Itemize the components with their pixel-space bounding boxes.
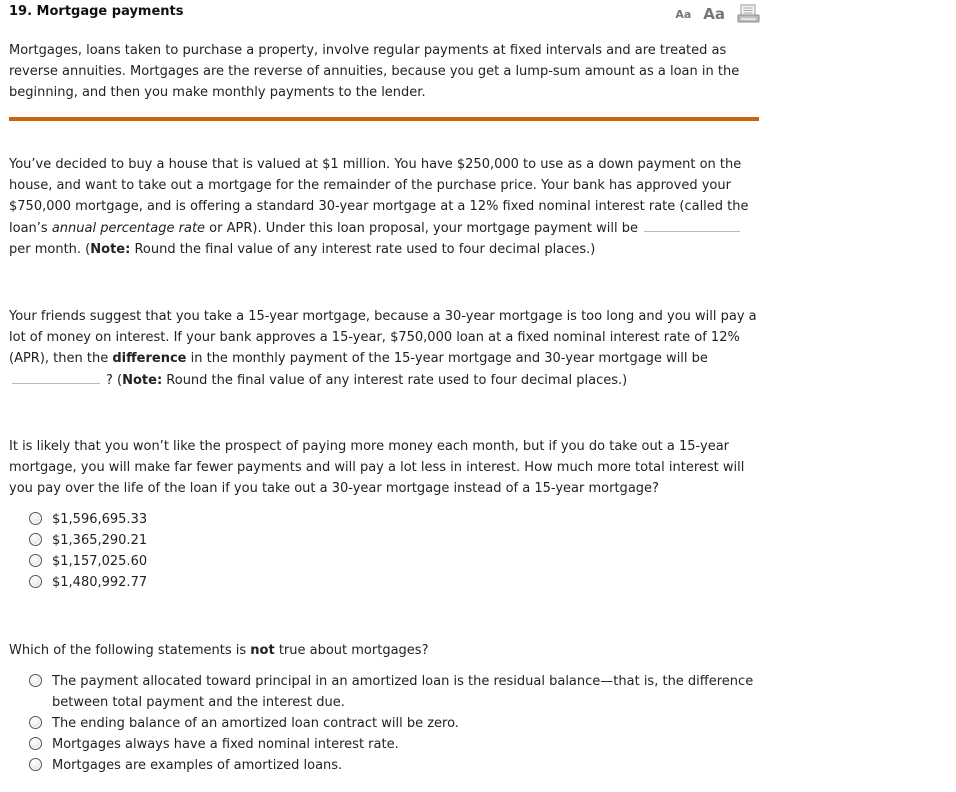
font-size-small-button[interactable]: Aa	[675, 7, 692, 21]
part4-question	[9, 640, 761, 661]
radio-button[interactable]	[29, 554, 42, 567]
part4-option[interactable]	[29, 713, 769, 734]
part2-note-label: Note:	[122, 373, 163, 388]
section-divider	[9, 117, 759, 121]
payment-difference-input[interactable]	[12, 369, 100, 384]
part4-options	[29, 671, 769, 776]
intro-paragraph: Mortgages, loans taken to purchase a property, involve regular payments at fixed intervals and are treated as reverse annuities. Mortgages are the reverse of annuities, because you get a lump-sum amount as a loan in the beginning, and then you make monthly payments to the lender.	[9, 43, 740, 100]
radio-button[interactable]	[29, 575, 42, 588]
radio-button[interactable]	[29, 737, 42, 750]
part4-option[interactable]	[29, 671, 769, 713]
part3-options	[29, 509, 769, 593]
radio-button[interactable]	[29, 533, 42, 546]
option-label: $1,480,992.77	[52, 575, 148, 590]
part1-paragraph	[9, 154, 761, 260]
part2-text-b: in the monthly payment of the 15-year mortgage and 30-year mortgage will be	[186, 351, 708, 366]
radio-button[interactable]	[29, 512, 42, 525]
option-label: $1,157,025.60	[52, 554, 148, 569]
option-label: $1,365,290.21	[52, 533, 148, 548]
part1-text-a: You’ve decided to buy a house that is valued at $1 million. You have $250,000 to use as a down payment on the house, and want to take out a mortgage for the remainder of the purchase price. Your bank has approved your $750,000 mortgage, and is offering a standard 30-year mortgage at a 12% fixed nominal interest rate (called the loan’s	[9, 157, 749, 236]
part3-option[interactable]	[29, 572, 769, 593]
part1-term: annual percentage rate	[51, 221, 206, 236]
font-size-large-button[interactable]: Aa	[703, 5, 725, 23]
question-header	[9, 4, 761, 24]
question-title: 19. Mortgage payments	[9, 4, 184, 19]
part2-bold-term: difference	[112, 351, 187, 366]
radio-button[interactable]	[29, 758, 42, 771]
option-label: Mortgages always have a fixed nominal interest rate.	[52, 737, 399, 752]
option-label: Mortgages are examples of amortized loans.	[52, 758, 343, 773]
option-label: The payment allocated toward principal in an amortized loan is the residual balance—that is, the difference between total payment and the interest due.	[52, 674, 754, 710]
part4-text-a: Which of the following statements is	[9, 643, 251, 658]
part3-option[interactable]	[29, 551, 769, 572]
option-label: $1,596,695.33	[52, 512, 148, 527]
radio-button[interactable]	[29, 716, 42, 729]
part4-option[interactable]	[29, 755, 769, 776]
part3-option[interactable]	[29, 530, 769, 551]
print-icon[interactable]	[737, 4, 761, 24]
monthly-payment-30yr-input[interactable]	[644, 217, 740, 232]
part2-paragraph	[9, 306, 761, 391]
radio-button[interactable]	[29, 674, 42, 687]
part1-note-text: Round the final value of any interest rate used to four decimal places.)	[130, 242, 596, 257]
part3-option[interactable]	[29, 509, 769, 530]
part1-note-label: Note:	[90, 242, 131, 257]
part1-text-b: or APR). Under this loan proposal, your mortgage payment will be	[205, 221, 638, 236]
part4-bold-term: not	[250, 643, 275, 658]
toolbar	[675, 4, 761, 24]
part3-question: It is likely that you won’t like the prospect of paying more money each month, but if you do take out a 15-year mortgage, you will make far fewer payments and will pay a lot less in interest. How much more total interest will you pay over the life of the loan if you take out a 30-year mortgage instead of a 15-year mortgage?	[9, 439, 745, 496]
part4-option[interactable]	[29, 734, 769, 755]
part2-text-a: Your friends suggest that you take a 15-year mortgage, because a 30-year mortgage is too long and you will pay a lot of money on interest. If your bank approves a 15-year, $750,000 loan at a fixed nominal interest rate of 12% (APR), then the	[9, 309, 757, 366]
option-label: The ending balance of an amortized loan contract will be zero.	[52, 716, 459, 731]
part2-text-c: ? (	[106, 373, 123, 388]
part1-text-c: per month. (	[9, 242, 91, 257]
part4-text-b: true about mortgages?	[274, 643, 429, 658]
part2-note-text: Round the final value of any interest rate used to four decimal places.)	[162, 373, 628, 388]
